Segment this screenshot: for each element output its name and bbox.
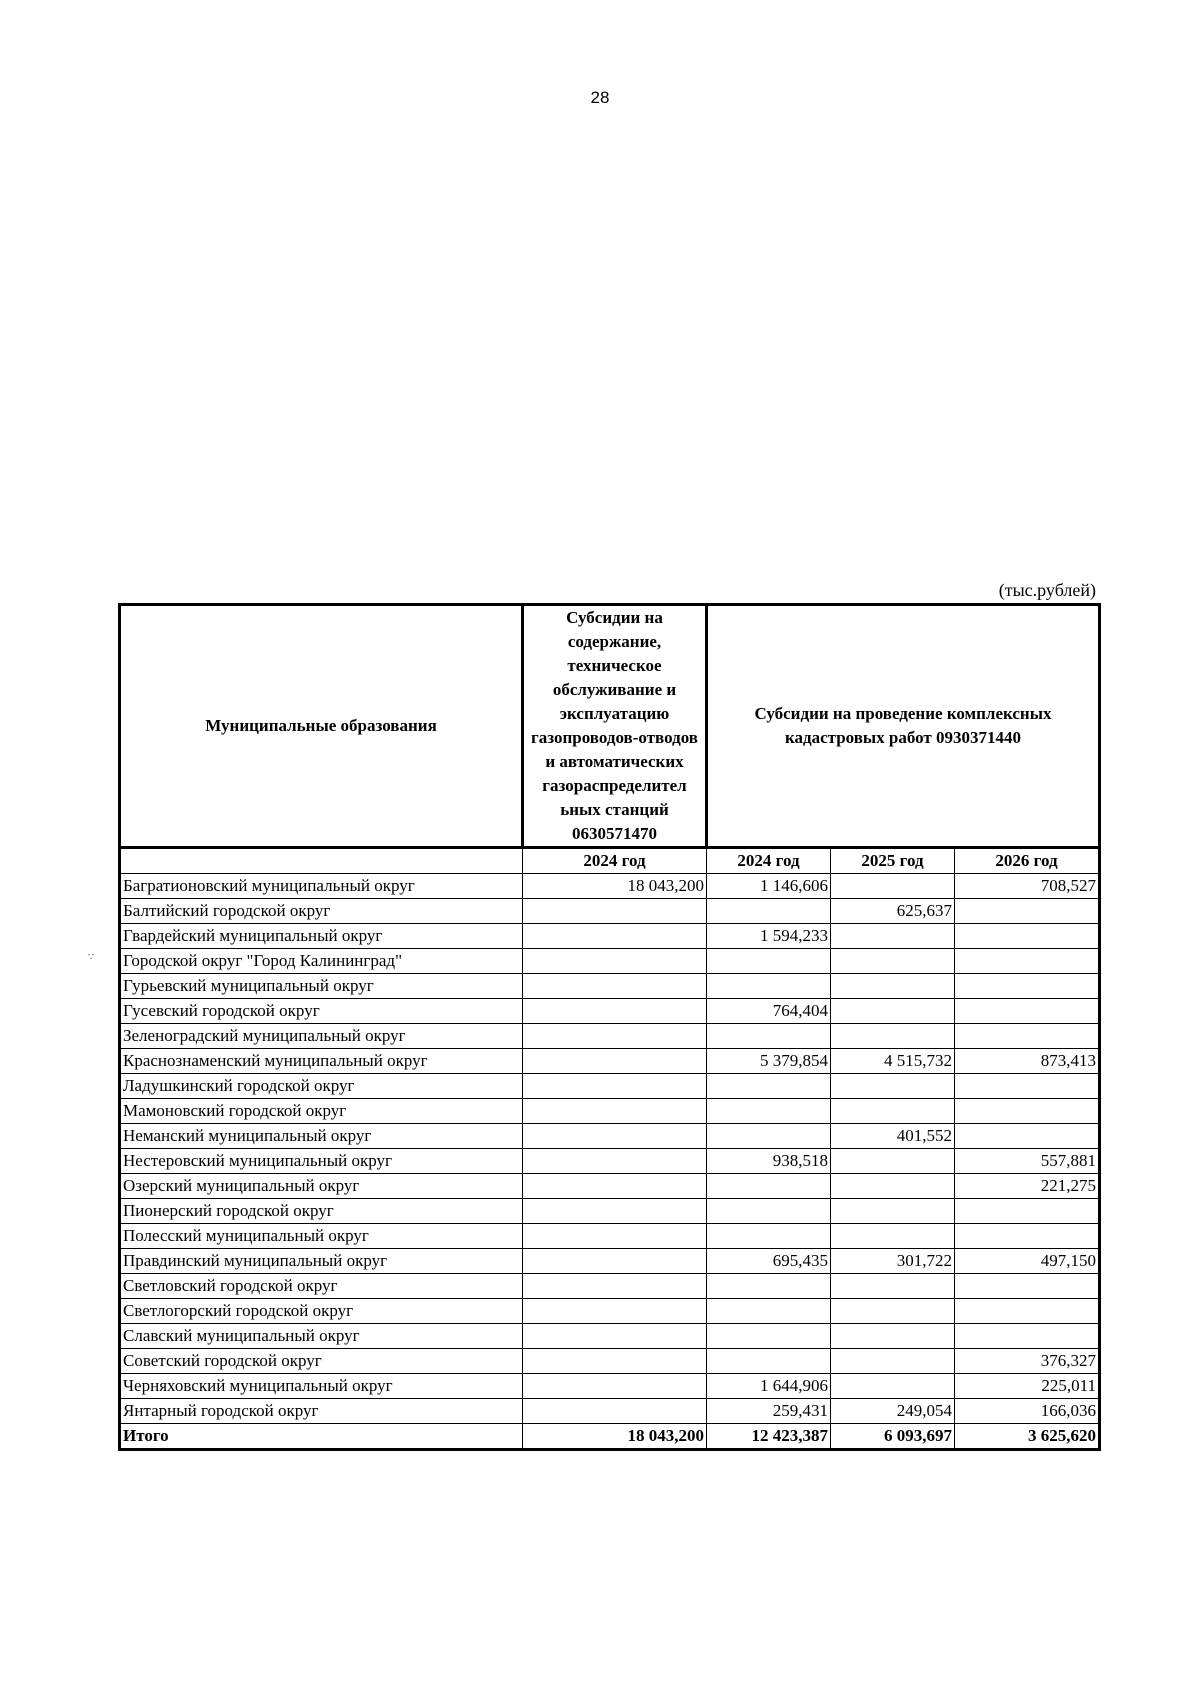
cad-2024-cell: 1 146,606: [707, 874, 831, 899]
table-row: [120, 1324, 1100, 1349]
gas-2024-cell: [523, 1249, 707, 1274]
total-row: [120, 1424, 1100, 1450]
cad-2025-cell: [831, 1324, 955, 1349]
cad-2025-cell: [831, 1024, 955, 1049]
table-row: [120, 1049, 1100, 1074]
cad-2026-cell: 221,275: [955, 1174, 1100, 1199]
municipality-name: Неманский муниципальный округ: [120, 1124, 523, 1149]
cad-2024-cell: [707, 1174, 831, 1199]
table-row: [120, 1099, 1100, 1124]
table-row: [120, 1074, 1100, 1099]
municipality-name: Советский городской округ: [120, 1349, 523, 1374]
table-row: [120, 1149, 1100, 1174]
cad-2024-cell: [707, 1074, 831, 1099]
table-row: [120, 924, 1100, 949]
cad-2026-cell: 497,150: [955, 1249, 1100, 1274]
cad-2025-cell: [831, 1274, 955, 1299]
municipality-name: Светловский городской округ: [120, 1274, 523, 1299]
cad-2024-cell: [707, 899, 831, 924]
header-subsidy-cadastral: Субсидии на проведение комплексных кадастровых работ 0930371440: [707, 605, 1100, 848]
cad-2025-cell: [831, 1299, 955, 1324]
cad-2024-cell: [707, 1224, 831, 1249]
cad-2025-cell: 6 093,697: [831, 1424, 955, 1450]
cad-2025-cell: [831, 949, 955, 974]
municipality-name: Городской округ "Город Калининград": [120, 949, 523, 974]
gas-2024-cell: [523, 949, 707, 974]
gas-2024-cell: [523, 1274, 707, 1299]
cad-2026-cell: [955, 1274, 1100, 1299]
cad-2024-cell: 1 644,906: [707, 1374, 831, 1399]
gas-2024-cell: [523, 924, 707, 949]
cad-2026-cell: 557,881: [955, 1149, 1100, 1174]
gas-2024-cell: [523, 1199, 707, 1224]
cad-2026-cell: [955, 1224, 1100, 1249]
gas-2024-cell: 18 043,200: [523, 874, 707, 899]
table-row: [120, 1024, 1100, 1049]
table-row: [120, 1274, 1100, 1299]
cad-2026-cell: [955, 949, 1100, 974]
municipality-name: Зеленоградский муниципальный округ: [120, 1024, 523, 1049]
cad-2025-cell: [831, 1374, 955, 1399]
gas-2024-cell: [523, 1374, 707, 1399]
municipality-name: Ладушкинский городской округ: [120, 1074, 523, 1099]
header-year-blank: [120, 848, 523, 874]
cad-2025-cell: [831, 1149, 955, 1174]
cad-2026-cell: [955, 974, 1100, 999]
table-row: [120, 1374, 1100, 1399]
table-row: [120, 1199, 1100, 1224]
gas-2024-cell: [523, 1224, 707, 1249]
cad-2025-cell: [831, 1074, 955, 1099]
cad-2025-cell: [831, 1174, 955, 1199]
cad-2025-cell: [831, 1224, 955, 1249]
cad-2026-cell: 376,327: [955, 1349, 1100, 1374]
cad-2024-cell: [707, 1274, 831, 1299]
cad-2024-cell: 938,518: [707, 1149, 831, 1174]
table-row: [120, 874, 1100, 899]
cad-2024-cell: 5 379,854: [707, 1049, 831, 1074]
gas-2024-cell: [523, 1299, 707, 1324]
cad-2026-cell: [955, 899, 1100, 924]
municipality-name: Балтийский городской округ: [120, 899, 523, 924]
gas-2024-cell: [523, 1074, 707, 1099]
table-row: [120, 1174, 1100, 1199]
gas-2024-cell: [523, 1124, 707, 1149]
cad-2024-cell: 259,431: [707, 1399, 831, 1424]
gas-2024-cell: [523, 899, 707, 924]
header-year-cad-2026: 2026 год: [955, 848, 1100, 874]
gas-2024-cell: [523, 1174, 707, 1199]
cad-2026-cell: 225,011: [955, 1374, 1100, 1399]
gas-2024-cell: [523, 974, 707, 999]
cad-2025-cell: 401,552: [831, 1124, 955, 1149]
municipality-name: Янтарный городской округ: [120, 1399, 523, 1424]
cad-2026-cell: 873,413: [955, 1049, 1100, 1074]
municipality-name: Нестеровский муниципальный округ: [120, 1149, 523, 1174]
cad-2024-cell: [707, 1024, 831, 1049]
municipality-name: Гусевский городской округ: [120, 999, 523, 1024]
gas-2024-cell: 18 043,200: [523, 1424, 707, 1450]
cad-2024-cell: [707, 1299, 831, 1324]
cad-2026-cell: 3 625,620: [955, 1424, 1100, 1450]
header-year-cad-2024: 2024 год: [707, 848, 831, 874]
cad-2024-cell: [707, 974, 831, 999]
gas-2024-cell: [523, 1024, 707, 1049]
municipality-name: Озерский муниципальный округ: [120, 1174, 523, 1199]
cad-2024-cell: [707, 1199, 831, 1224]
cad-2026-cell: [955, 1099, 1100, 1124]
header-year-gas-2024: 2024 год: [523, 848, 707, 874]
cad-2025-cell: 4 515,732: [831, 1049, 955, 1074]
table-row: [120, 999, 1100, 1024]
cad-2025-cell: 249,054: [831, 1399, 955, 1424]
cad-2026-cell: 166,036: [955, 1399, 1100, 1424]
cad-2026-cell: [955, 1074, 1100, 1099]
cad-2026-cell: [955, 1324, 1100, 1349]
table-row: [120, 1299, 1100, 1324]
cad-2024-cell: 12 423,387: [707, 1424, 831, 1450]
cad-2025-cell: [831, 1349, 955, 1374]
gas-2024-cell: [523, 1149, 707, 1174]
municipality-name: Краснознаменский муниципальный округ: [120, 1049, 523, 1074]
cad-2024-cell: 764,404: [707, 999, 831, 1024]
cad-2025-cell: [831, 874, 955, 899]
cad-2024-cell: [707, 1124, 831, 1149]
cad-2026-cell: [955, 1124, 1100, 1149]
cad-2026-cell: 708,527: [955, 874, 1100, 899]
cad-2025-cell: [831, 999, 955, 1024]
municipality-name: Черняховский муниципальный округ: [120, 1374, 523, 1399]
table-row: [120, 1124, 1100, 1149]
cad-2024-cell: 695,435: [707, 1249, 831, 1274]
unit-note: (тыс.рублей): [998, 580, 1096, 600]
cad-2024-cell: [707, 1324, 831, 1349]
gas-2024-cell: [523, 1099, 707, 1124]
header-municipalities: Муниципальные образования: [120, 605, 523, 848]
table-row: [120, 974, 1100, 999]
page-number: 28: [590, 88, 610, 107]
cad-2025-cell: [831, 1099, 955, 1124]
municipality-name: Гвардейский муниципальный округ: [120, 924, 523, 949]
cad-2024-cell: 1 594,233: [707, 924, 831, 949]
table-row: [120, 1224, 1100, 1249]
cad-2024-cell: [707, 1099, 831, 1124]
table-row: [120, 1349, 1100, 1374]
cad-2024-cell: [707, 1349, 831, 1374]
municipality-name: Полесский муниципальный округ: [120, 1224, 523, 1249]
cad-2025-cell: 301,722: [831, 1249, 955, 1274]
total-label: Итого: [120, 1424, 523, 1450]
municipality-name: Гурьевский муниципальный округ: [120, 974, 523, 999]
header-year-cad-2025: 2025 год: [831, 848, 955, 874]
municipality-name: Пионерский городской округ: [120, 1199, 523, 1224]
table-row: [120, 1399, 1100, 1424]
municipality-name: Багратионовский муниципальный округ: [120, 874, 523, 899]
cad-2025-cell: 625,637: [831, 899, 955, 924]
cad-2024-cell: [707, 949, 831, 974]
header-subsidy-gas: Субсидии на содержание, техническое обслуживание и эксплуатацию газопроводов-отводов и автоматических газораспределител ьных станций 0630571470: [523, 605, 707, 848]
cad-2026-cell: [955, 999, 1100, 1024]
cad-2025-cell: [831, 1199, 955, 1224]
municipality-name: Правдинский муниципальный округ: [120, 1249, 523, 1274]
table-row: [120, 949, 1100, 974]
municipality-name: Мамоновский городской округ: [120, 1099, 523, 1124]
scan-speck: ∵: [88, 952, 95, 963]
cad-2025-cell: [831, 974, 955, 999]
cad-2026-cell: [955, 924, 1100, 949]
municipality-name: Славский муниципальный округ: [120, 1324, 523, 1349]
gas-2024-cell: [523, 999, 707, 1024]
gas-2024-cell: [523, 1349, 707, 1374]
gas-2024-cell: [523, 1324, 707, 1349]
cad-2026-cell: [955, 1199, 1100, 1224]
gas-2024-cell: [523, 1399, 707, 1424]
cad-2026-cell: [955, 1299, 1100, 1324]
gas-2024-cell: [523, 1049, 707, 1074]
table-row: [120, 899, 1100, 924]
cad-2025-cell: [831, 924, 955, 949]
cad-2026-cell: [955, 1024, 1100, 1049]
table-body: [120, 874, 1100, 1450]
municipality-name: Светлогорский городской округ: [120, 1299, 523, 1324]
subsidy-table: [118, 603, 1101, 1451]
table-row: [120, 1249, 1100, 1274]
